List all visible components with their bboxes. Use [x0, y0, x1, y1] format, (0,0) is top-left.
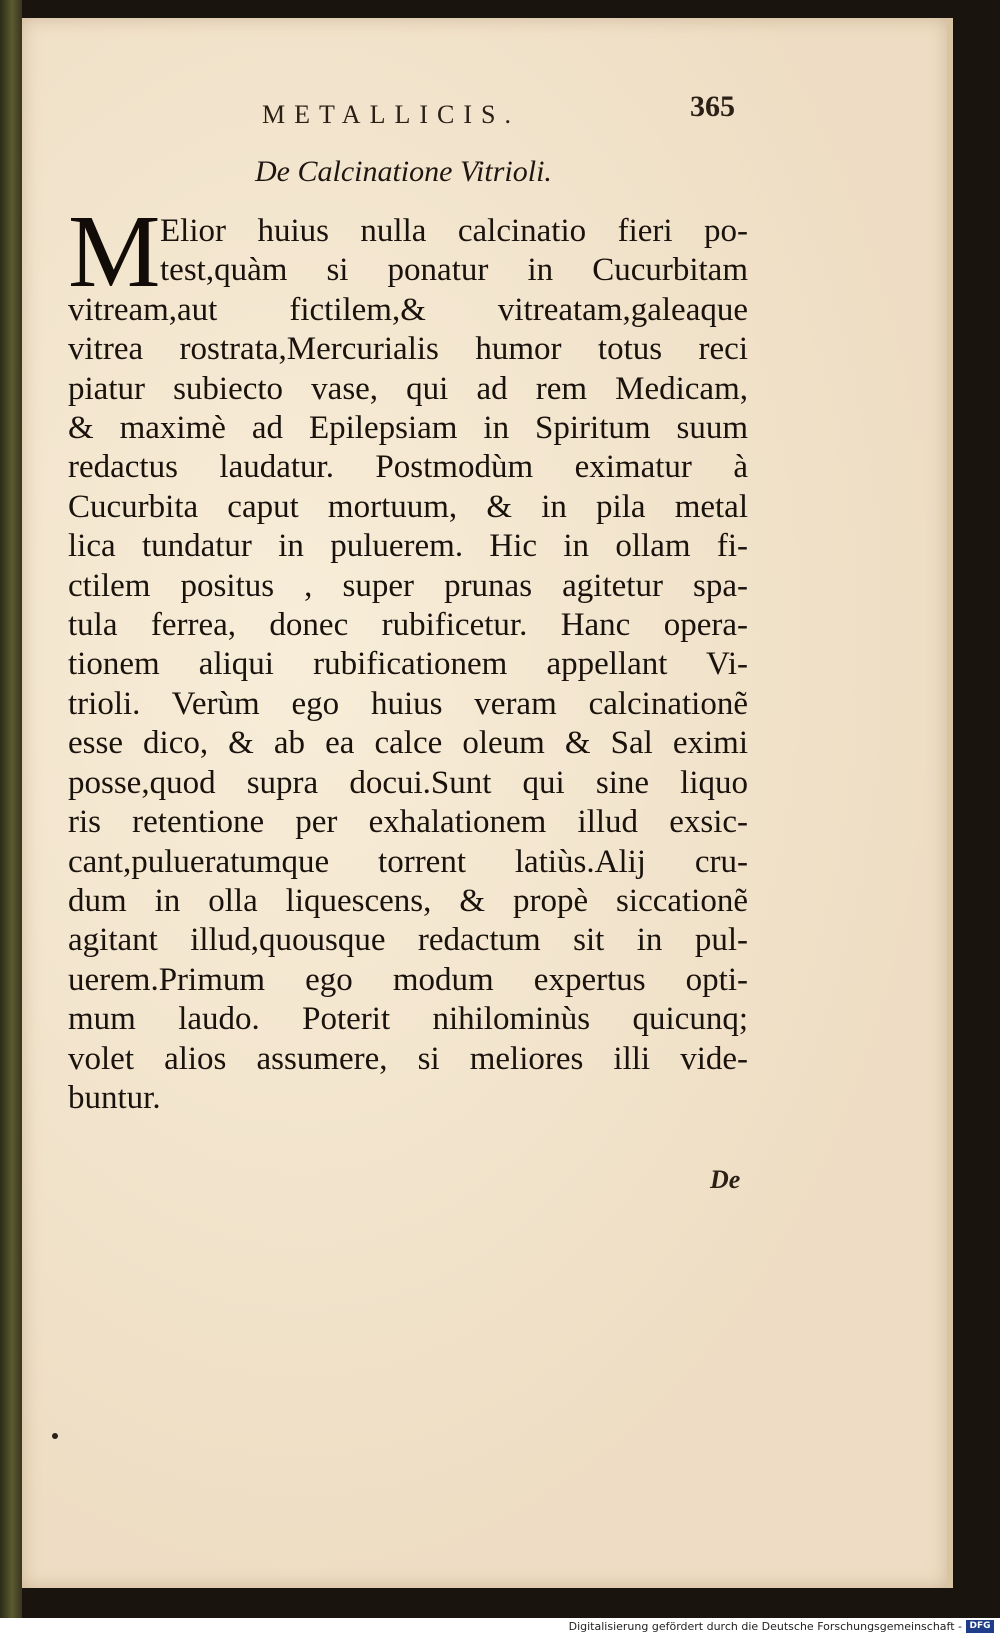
section-title: De Calcinatione Vitrioli.	[255, 155, 552, 188]
text-line: Cucurbita caput mortuum, & in pila metal	[68, 488, 748, 525]
text-line: test,quàm si ponatur in Cucurbitam	[160, 252, 748, 289]
text-line: trioli. Verùm ego huius veram calcinationẽ	[68, 685, 748, 722]
text-line: ctilem positus , super prunas agitetur spa-	[68, 567, 748, 604]
text-line: tula ferrea, donec rubificetur. Hanc opera-	[68, 607, 748, 644]
text-line: tionem aliqui rubificationem appellant Vi-	[68, 646, 748, 683]
text-line: cant,pulueratumque torrent latiùs.Alij cru-	[68, 843, 748, 880]
body-text	[68, 212, 748, 1118]
text-line: dum in olla liquescens, & propè siccationẽ	[68, 882, 748, 919]
drop-cap: M	[68, 194, 161, 309]
footer-credit: Digitalisierung gefördert durch die Deutsche Forschungsgemeinschaft -	[568, 1620, 962, 1633]
page-number: 365	[690, 90, 735, 123]
text-line: esse dico, & ab ea calce oleum & Sal eximi	[68, 725, 748, 762]
page-edge	[947, 18, 953, 1588]
text-line: agitant illud,quousque redactum sit in pul-	[68, 922, 748, 959]
catchword: De	[710, 1165, 741, 1194]
text-line: ris retentione per exhalationem illud exsic-	[68, 804, 748, 841]
text-line: vitream,aut fictilem,& vitreatam,galeaque	[68, 291, 748, 328]
text-line: buntur.	[68, 1079, 161, 1116]
text-line: mum laudo. Poterit nihilominùs quicunq;	[68, 1001, 748, 1038]
dfg-logo: DFG	[966, 1620, 994, 1633]
running-head: METALLICIS.	[262, 100, 520, 129]
text-line: & maximè ad Epilepsiam in Spiritum suum	[68, 410, 748, 447]
text-line: vitrea rostrata,Mercurialis humor totus reci	[68, 331, 748, 368]
text-line: posse,quod supra docui.Sunt qui sine liquo	[68, 764, 748, 801]
text-line: volet alios assumere, si meliores illi vide-	[68, 1040, 748, 1077]
footer-bar	[0, 1618, 1000, 1637]
text-line: Elior huius nulla calcinatio fieri po-	[160, 213, 748, 249]
text-line: uerem.Primum ego modum expertus opti-	[68, 961, 748, 998]
book-binding	[0, 0, 22, 1618]
text-line: redactus laudatur. Postmodùm eximatur à	[68, 449, 748, 486]
text-line: piatur subiecto vase, qui ad rem Medicam,	[68, 370, 748, 407]
text-line: lica tundatur in puluerem. Hic in ollam fi-	[68, 528, 748, 565]
ink-speck	[52, 1433, 58, 1439]
